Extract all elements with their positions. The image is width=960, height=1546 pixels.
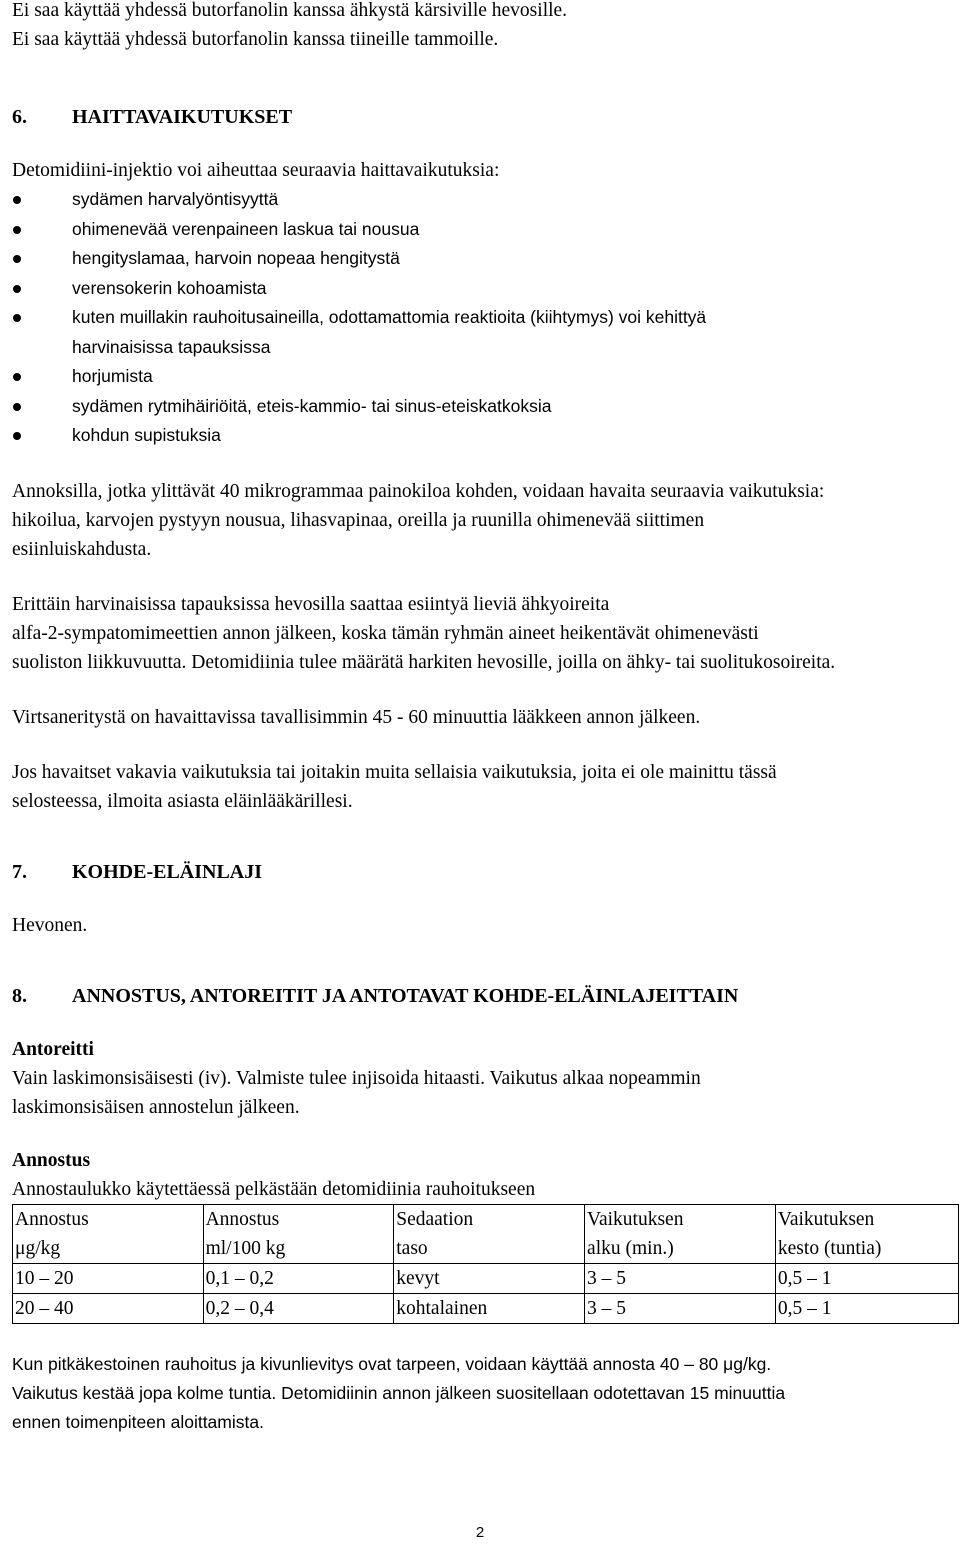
section-number: 7. xyxy=(12,860,27,883)
colic-paragraph: Erittäin harvinaisissa tapauksissa hevosilla saattaa esiintyä lieviä ähkyoireita alfa-2-sympatomimeettien annon jälkeen, koska tämän ryhmän aineet heikentävät ohimenevästi suoliston liikkuvuutta. Detomidiinia tulee määrätä harkiten hevosille, joilla on ähky- tai suolitukosoireita. xyxy=(12,593,836,673)
table-header-row xyxy=(13,1204,959,1263)
list-item-continuation: harvinaisissa tapauksissa xyxy=(72,336,271,357)
bullet-icon xyxy=(13,373,21,381)
overdose-paragraph: Annoksilla, jotka ylittävät 40 mikrogrammaa painokiloa kohden, voidaan havaita seuraavia vaikutuksia: hikoilua, karvojen pystyyn nousua, lihasvapinaa, oreilla ja ruunilla ohimenevää siittimen esiinluiskahdusta. xyxy=(12,480,825,560)
list-item: verensokerin kohoamista xyxy=(12,274,958,304)
bullet-icon xyxy=(13,432,21,440)
intro-line: Ei saa käyttää yhdessä butorfanolin kanssa ähkystä kärsiville hevosille. xyxy=(12,0,568,21)
table-cell: kohtalainen xyxy=(394,1293,585,1323)
bullet-icon xyxy=(13,255,21,263)
list-item: kuten muillakin rauhoitusaineilla, odottamattomia reaktioita (kiihtymys) voi kehittyä harvinaisissa tapauksissa xyxy=(12,303,958,362)
list-item: sydämen rytmihäiriöitä, eteis-kammio- tai sinus-eteiskatkoksia xyxy=(12,392,958,422)
section-title: KOHDE-ELÄINLAJI xyxy=(72,860,263,883)
report-paragraph: Jos havaitset vakavia vaikutuksia tai joitakin muita sellaisia vaikutuksia, joita ei ole mainittu tässä selosteessa, ilmoita asiasta eläinlääkärillesi. xyxy=(12,761,777,812)
table-cell: 0,1 – 0,2 xyxy=(203,1263,394,1293)
section-title: ANNOSTUS, ANTOREITIT JA ANTOTAVAT KOHDE-ELÄINLAJEITTAIN xyxy=(72,984,739,1007)
section-number: 6. xyxy=(12,106,27,128)
section-heading-6 xyxy=(12,103,958,132)
page-number: 2 xyxy=(475,1524,485,1541)
table-cell: 10 – 20 xyxy=(13,1263,204,1293)
list-item: sydämen harvalyöntisyyttä xyxy=(12,185,958,215)
intro-line: Ei saa käyttää yhdessä butorfanolin kanssa tiineille tammoille. xyxy=(12,29,499,50)
section-heading-7 xyxy=(12,858,958,887)
table-row xyxy=(13,1293,959,1323)
table-cell: 3 – 5 xyxy=(585,1293,776,1323)
table-header-cell: Annostus μg/kg xyxy=(13,1204,204,1263)
dose-heading: Annostus xyxy=(12,1149,91,1171)
list-item: horjumista xyxy=(12,362,958,392)
route-heading: Antoreitti xyxy=(12,1038,94,1060)
table-header-cell: Vaikutuksen kesto (tuntia) xyxy=(775,1204,958,1263)
table-caption: Annostaulukko käytettäessä pelkästään detomidiinia rauhoitukseen xyxy=(12,1178,536,1200)
section-heading-8 xyxy=(12,982,958,1011)
table-header-cell: Annostus ml/100 kg xyxy=(203,1204,394,1263)
table-header-cell: Sedaation taso xyxy=(394,1204,585,1263)
table-cell: 0,5 – 1 xyxy=(775,1293,958,1323)
closing-paragraph: Kun pitkäkestoinen rauhoitus ja kivunlievitys ovat tarpeen, voidaan käyttää annosta 40 – 80 μg/kg. Vaikutus kestää jopa kolme tuntia. Detomidiinin annon jälkeen suositellaan odotettavan 15 minuuttia ennen toimenpiteen aloittamista. xyxy=(12,1353,786,1432)
table-cell: 20 – 40 xyxy=(13,1293,204,1323)
table-cell: 3 – 5 xyxy=(585,1263,776,1293)
intro-block xyxy=(12,0,958,54)
document-page xyxy=(12,0,958,1437)
urination-paragraph: Virtsaneritystä on havaittavissa tavallisimmin 45 - 60 minuuttia lääkkeen annon jälkeen. xyxy=(12,706,701,728)
list-item: hengityslamaa, harvoin nopeaa hengitystä xyxy=(12,244,958,274)
table-cell: 0,5 – 1 xyxy=(775,1263,958,1293)
list-item: kohdun supistuksia xyxy=(12,421,958,451)
bullet-icon xyxy=(13,314,21,322)
bullet-icon xyxy=(13,403,21,411)
dosage-table xyxy=(12,1204,959,1324)
table-cell: kevyt xyxy=(394,1263,585,1293)
bullet-icon xyxy=(13,196,21,204)
list-item: ohimenevää verenpaineen laskua tai nousua xyxy=(12,215,958,245)
target-species-text: Hevonen. xyxy=(12,914,88,936)
section-number: 8. xyxy=(12,984,27,1007)
bullet-icon xyxy=(13,285,21,293)
section-title: HAITTAVAIKUTUKSET xyxy=(72,106,293,128)
bullet-icon xyxy=(13,226,21,234)
side-effects-lead: Detomidiini-injektio voi aiheuttaa seuraavia haittavaikutuksia: xyxy=(12,160,500,181)
table-cell: 0,2 – 0,4 xyxy=(203,1293,394,1323)
route-paragraph: Vain laskimonsisäisesti (iv). Valmiste tulee injisoida hitaasti. Vaikutus alkaa nopeammin laskimonsisäisen annostelun jälkeen. xyxy=(12,1067,701,1118)
side-effects-list xyxy=(12,185,958,451)
table-row xyxy=(13,1263,959,1293)
table-header-cell: Vaikutuksen alku (min.) xyxy=(585,1204,776,1263)
